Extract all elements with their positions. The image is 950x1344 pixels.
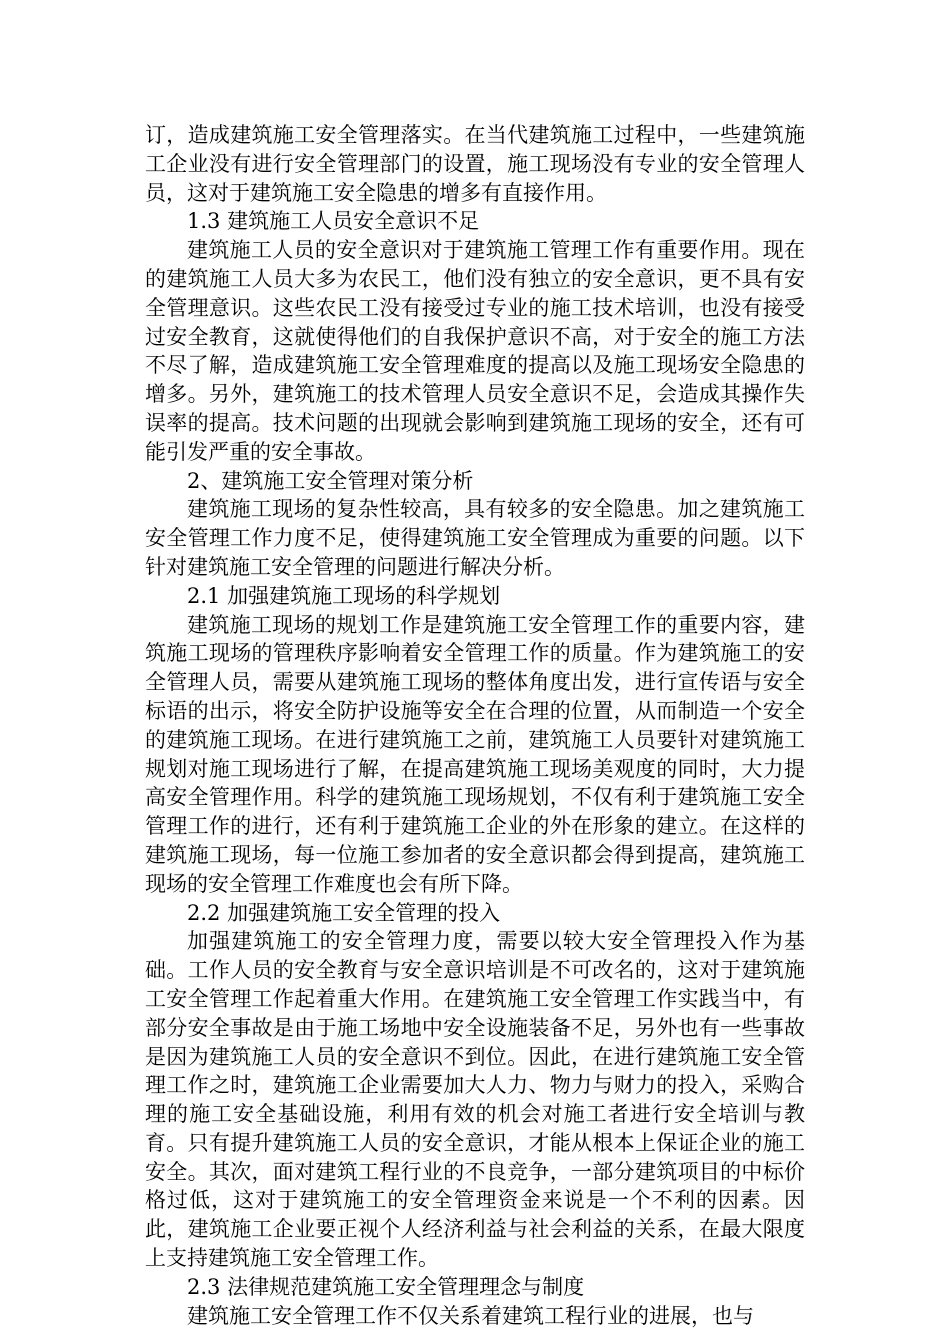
section-heading-2: 2、建筑施工安全管理对策分析	[187, 468, 474, 493]
section-heading-2-3: 2.3 法律规范建筑施工安全管理理念与制度	[187, 1274, 585, 1299]
paragraph-investment: 加强建筑施工的安全管理力度，需要以较大安全管理投入作为基础。工作人员的安全教育与安全意识培训是不可改名的，这对于建筑施工安全管理工作起着重大作用。在建筑施工安全管理工作实践当中，有部分安全事故是由于施工场地中安全设施装备不足，另外也有一些事故是因为建筑施工人员的安全意识不到位。因此，在进行建筑施工安全管理工作之时，建筑施工企业需要加大人力、物力与财力的投入，采购合理的施工安全基础设施，利用有效的机会对施工者进行安全培训与教育。只有提升建筑施工人员的安全意识，才能从根本上保证企业的施工安全。其次，面对建筑工程行业的不良竞争，一部分建筑项目的中标价格过低，这对于建筑施工的安全管理资金来说是一个不利的因素。因此，建筑施工企业要正视个人经济利益与社会利益的关系，在最大限度上支持建筑施工安全管理工作。	[145, 929, 805, 1271]
document-page	[145, 121, 805, 1330]
paragraph-continued: 订，造成建筑施工安全管理落实。在当代建筑施工过程中，一些建筑施工企业没有进行安全管理部门的设置，施工现场没有专业的安全管理人员，这对于建筑施工安全隐患的增多有直接作用。	[145, 123, 805, 205]
paragraph-site-planning: 建筑施工现场的规划工作是建筑施工安全管理工作的重要内容，建筑施工现场的管理秩序影响着安全管理工作的质量。作为建筑施工的安全管理人员，需要从建筑施工现场的整体角度出发，进行宣传语与安全标语的出示，将安全防护设施等安全在合理的位置，从而制造一个安全的建筑施工现场。在进行建筑施工之前，建筑施工人员要针对建筑施工规划对施工现场进行了解，在提高建筑施工现场美观度的同时，大力提高安全管理作用。科学的建筑施工现场规划，不仅有利于建筑施工安全管理工作的进行，还有利于建筑施工企业的外在形象的建立。在这样的建筑施工现场，每一位施工参加者的安全意识都会得到提高，建筑施工现场的安全管理工作难度也会有所下降。	[145, 612, 805, 896]
section-heading-2-1: 2.1 加强建筑施工现场的科学规划	[187, 583, 501, 608]
paragraph-legal-regulation: 建筑施工安全管理工作不仅关系着建筑工程行业的进展，也与	[187, 1303, 754, 1328]
paragraph-worker-safety-awareness: 建筑施工人员的安全意识对于建筑施工管理工作有重要作用。现在的建筑施工人员大多为农民工，他们没有独立的安全意识，更不具有安全管理意识。这些农民工没有接受过专业的施工技术培训，也没有接受过安全教育，这就使得他们的自我保护意识不高，对于安全的施工方法不尽了解，造成建筑施工安全管理难度的提高以及施工现场安全隐患的增多。另外，建筑施工的技术管理人员安全意识不足，会造成其操作失误率的提高。技术问题的出现就会影响到建筑施工现场的安全，还有可能引发严重的安全事故。	[145, 238, 805, 464]
paragraph-countermeasures-intro: 建筑施工现场的复杂性较高，具有较多的安全隐患。加之建筑施工安全管理工作力度不足，使得建筑施工安全管理成为重要的问题。以下针对建筑施工安全管理的问题进行解决分析。	[145, 497, 805, 579]
section-heading-1-3: 1.3 建筑施工人员安全意识不足	[187, 209, 480, 234]
section-heading-2-2: 2.2 加强建筑施工安全管理的投入	[187, 900, 501, 925]
